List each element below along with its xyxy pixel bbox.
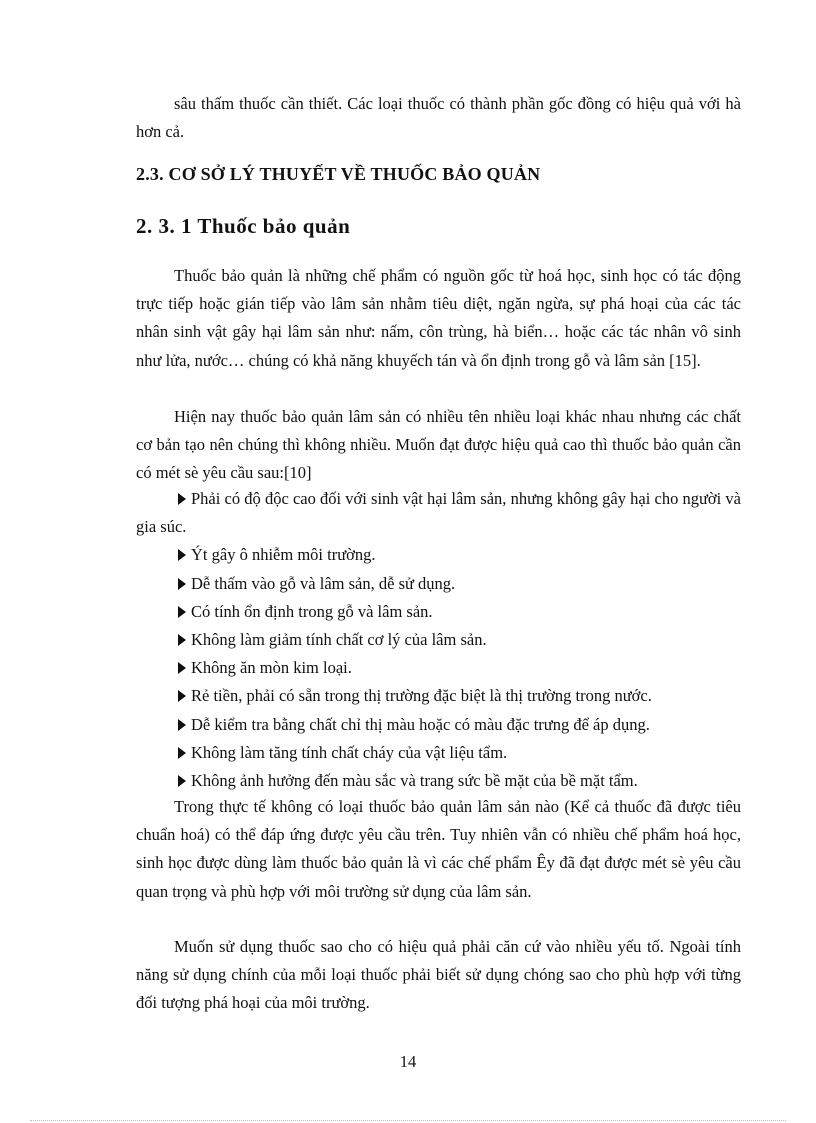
paragraph-continuation: sâu thấm thuốc cần thiết. Các loại thuốc có thành phần gốc đồng có hiệu quả với hà hơn cả. (136, 94, 741, 142)
list-item (136, 739, 741, 767)
triangle-bullet-icon (178, 775, 186, 787)
list-item-text: Không ăn mòn kim loại. (191, 658, 352, 678)
list-item (136, 626, 741, 654)
list-item (136, 682, 741, 710)
triangle-bullet-icon (178, 493, 186, 505)
page-bottom-divider (30, 1120, 786, 1121)
list-item (136, 767, 741, 795)
paragraph-practice: Trong thực tế không có loại thuốc bảo quản lâm sản nào (Kể cả thuốc đã được tiêu chuẩn hoá) có thể đáp ứng được yêu cầu trên. Tuy nhiên vẫn có nhiều chế phẩm hoá học, sinh học được dùng làm thuốc bảo quản là vì các chế phẩm Êy đã đạt được mét sè yêu cầu quan trọng và phù hợp với môi trường sử dụng của lâm sản. (136, 797, 741, 901)
list-item-text: Không ảnh hưởng đến màu sắc và trang sức bề mặt của bề mặt tẩm. (191, 771, 638, 791)
triangle-bullet-icon (178, 578, 186, 590)
paragraph-usage: Muốn sử dụng thuốc sao cho có hiệu quả phải căn cứ vào nhiều yếu tố. Ngoài tính năng sử dụng chính của mỗi loại thuốc phải biết sử dụng chóng sao cho phù hợp với từng đối tượng phá hoại của môi trường. (136, 937, 741, 1013)
list-item-text: Không làm giảm tính chất cơ lý của lâm sản. (191, 630, 487, 650)
requirements-list (136, 485, 741, 795)
list-item-text: Dễ thấm vào gỗ và lâm sản, dễ sử dụng. (191, 573, 456, 593)
section-heading: 2.3. CƠ SỞ LÝ THUYẾT VỀ THUỐC BẢO QUẢN (136, 164, 541, 184)
paragraph-requirements-intro: Hiện nay thuốc bảo quản lâm sản có nhiều tên nhiều loại khác nhau nhưng các chất cơ bản tạo nên chúng thì không nhiều. Muốn đạt được hiệu quả cao thì thuốc bảo quản cần có mét sè yêu cầu sau:[10] (136, 407, 741, 483)
list-item-text: Rẻ tiền, phải có sẵn trong thị trường đặc biệt là thị trường trong nước. (191, 686, 652, 706)
list-item (136, 541, 741, 569)
list-item-text: Không làm tăng tính chất cháy của vật liệu tẩm. (191, 742, 508, 762)
triangle-bullet-icon (178, 719, 186, 731)
list-item-text: Có tính ổn định trong gỗ và lâm sản. (191, 601, 433, 621)
triangle-bullet-icon (178, 690, 186, 702)
list-item-text: Ýt gây ô nhiễm môi trường. (191, 545, 376, 565)
triangle-bullet-icon (178, 634, 186, 646)
list-item (136, 711, 741, 739)
subsection-heading: 2. 3. 1 Thuốc bảo quản (136, 214, 351, 238)
triangle-bullet-icon (178, 662, 186, 674)
list-item (136, 570, 741, 598)
list-item (136, 485, 741, 541)
list-item-text: Dễ kiểm tra bằng chất chỉ thị màu hoặc có màu đặc trưng để áp dụng. (191, 714, 650, 734)
triangle-bullet-icon (178, 747, 186, 759)
page-number: 14 (399, 1052, 417, 1071)
list-item (136, 598, 741, 626)
list-item-text: Phải có độ độc cao đối với sinh vật hại lâm sản, nhưng không gây hại cho người và gia súc. (136, 489, 741, 537)
triangle-bullet-icon (178, 549, 186, 561)
list-item (136, 654, 741, 682)
triangle-bullet-icon (178, 606, 186, 618)
paragraph-definition: Thuốc bảo quản là những chế phẩm có nguồn gốc từ hoá học, sinh học có tác động trực tiếp hoặc gián tiếp vào lâm sản nhằm tiêu diệt, ngăn ngừa, sự phá hoại của các tác nhân sinh vật gây hại lâm sản như: nấm, côn trùng, hà biển… hoặc các tác nhân vô sinh như lửa, nước… chúng có khả năng khuyếch tán và ổn định trong gỗ và lâm sản [15]. (136, 266, 741, 370)
